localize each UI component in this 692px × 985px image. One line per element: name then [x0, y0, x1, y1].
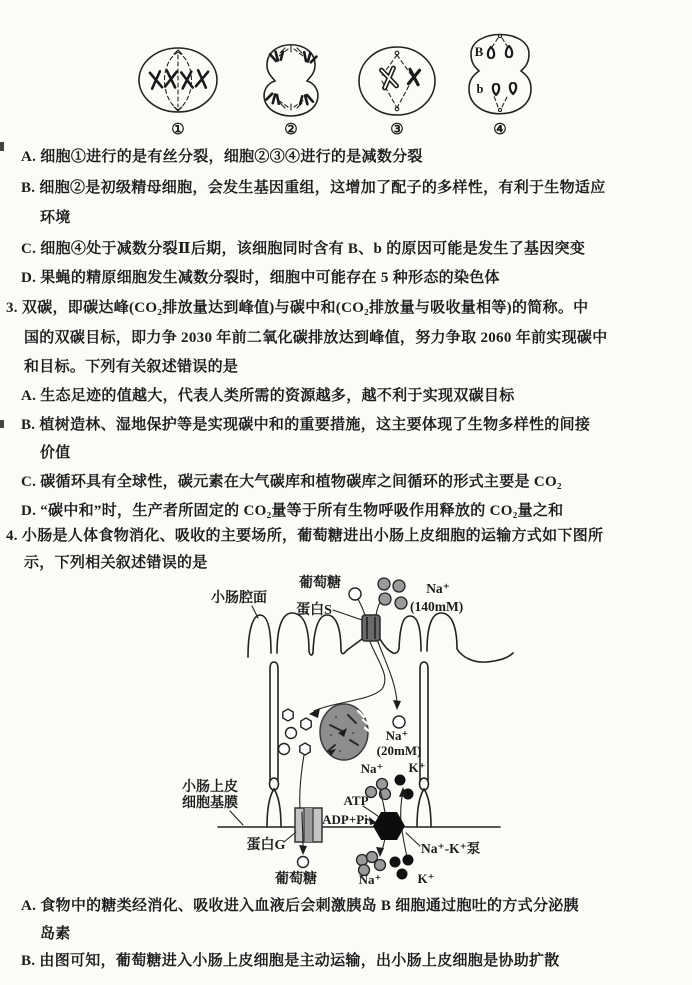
q4-transport-diagram [170, 565, 530, 885]
q2-option-d: D. 果蝇的精原细胞发生减数分裂时，细胞中可能存在 5 种形态的染色体 [21, 270, 500, 286]
figure-caption-4: ④ [493, 122, 507, 138]
q4-option-a-line1: A. 食物中的糖类经消化、吸收进入血液后会刺激胰岛 B 细胞通过胞吐的方式分泌胰 [21, 898, 579, 914]
allele-b-lower-label: b [476, 82, 484, 96]
q3-stem-line2: 国的双碳目标，即力争 2030 年前二氧化碳排放达到峰值，努力争取 2060 年前实现碳中 [24, 330, 608, 346]
q2-option-b-line2: 环境 [40, 210, 71, 226]
basement-label-line2: 细胞基膜 [182, 796, 238, 811]
protein-s-label: 蛋白S [296, 603, 332, 618]
figure-caption-3: ③ [390, 122, 404, 138]
q3-stem-line1: 3. 双碳，即碳达峰(CO₂排放量达到峰值)与碳中和(CO₂排放量与吸收量相等)的简称。中 [6, 300, 589, 316]
protein-g-transporter [295, 808, 322, 842]
na-bottom-label: Na⁺ [358, 872, 382, 887]
adp-label: ADP+Pi [322, 812, 368, 827]
na-entry-arrowhead-icon [393, 700, 401, 710]
q3-option-d: D. “碳中和”时，生产者所固定的 CO₂量等于所有生物呼吸作用释放的 CO₂量之和 [21, 503, 564, 519]
pump-label: Na⁺-K⁺泵 [421, 841, 481, 856]
q3-stem-line3: 和目标。下列有关叙述错误的是 [24, 359, 239, 375]
protein-s-transporter [362, 615, 380, 641]
k-pump-label: K⁺ [408, 760, 426, 775]
na-in-concentration: (20mM) [376, 743, 422, 758]
cell-2-figure [264, 45, 318, 116]
nucleus [320, 704, 369, 760]
q4-option-a-line2: 岛素 [40, 926, 71, 942]
q2-option-b-line1: B. 细胞②是初级精母细胞，会发生基因重组，这增加了配子的多样性，有利于生物适应 [21, 180, 606, 196]
na-out-concentration: (140mM) [410, 599, 464, 614]
na-entry-arrow [378, 642, 397, 703]
q2-cell-division-figure [130, 25, 550, 143]
q4-option-b: B. 由图可知，葡萄糖进入小肠上皮细胞是主动运输，出小肠上皮细胞是协助扩散 [21, 953, 560, 969]
figure-caption-2: ② [284, 122, 298, 138]
na-ion-inside-icon [393, 716, 405, 728]
q4-stem-line1: 4. 小肠是人体食物消化、吸收的主要场所，葡萄糖进出小肠上皮细胞的运输方式如下图所 [6, 528, 604, 544]
q4-stem-line2: 示，下列相关叙述错误的是 [24, 555, 208, 571]
cell-3-figure [359, 47, 435, 115]
cell-1-figure [139, 48, 217, 112]
glucose-exit-arrowhead-icon [299, 845, 307, 855]
k-bottom-label: K⁺ [417, 871, 435, 886]
lumen-label: 小肠腔面 [211, 591, 267, 606]
q2-option-a: A. 细胞①进行的是有丝分裂，细胞②③④进行的是减数分裂 [21, 149, 423, 165]
glucose-entry-arrow [314, 642, 385, 711]
na-out-label: Na⁺ [426, 581, 450, 596]
q2-option-c: C. 细胞④处于减数分裂Ⅱ后期，该细胞同时含有 B、b 的原因可能是发生了基因突变 [21, 241, 586, 257]
allele-b-upper-label: B [474, 44, 484, 59]
cell-4-figure [469, 34, 531, 113]
glucose-exported-icon [298, 857, 309, 868]
atp-label: ATP [343, 793, 369, 808]
basement-label-line1: 小肠上皮 [182, 780, 238, 795]
glucose-molecules-in-cell [279, 709, 312, 755]
q3-option-a: A. 生态足迹的值越大，代表人类所需的资源越多，越不利于实现双碳目标 [21, 388, 515, 404]
q3-option-b-line2: 价值 [40, 445, 71, 461]
scan-artifact [0, 420, 4, 428]
sodium-ions-outside [378, 578, 407, 609]
q3-option-b-line1: B. 植树造林、湿地保护等是实现碳中和的重要措施，这主要体现了生物多样性的间接 [21, 417, 591, 433]
na-in-label: Na⁺ [385, 728, 409, 743]
glucose-bottom-label: 葡萄糖 [275, 872, 317, 887]
glucose-molecule-icon [349, 588, 361, 600]
figure-caption-1: ① [171, 122, 185, 138]
glucose-top-label: 葡萄糖 [299, 576, 341, 591]
scan-artifact [0, 142, 4, 151]
protein-g-label: 蛋白G [246, 838, 286, 853]
na-pump-label: Na⁺ [360, 761, 384, 776]
q3-option-c: C. 碳循环具有全球性，碳元素在大气碳库和植物碳库之间循环的形式主要是 CO₂ [21, 474, 562, 490]
glucose-entry-arrowhead-icon [309, 708, 320, 718]
